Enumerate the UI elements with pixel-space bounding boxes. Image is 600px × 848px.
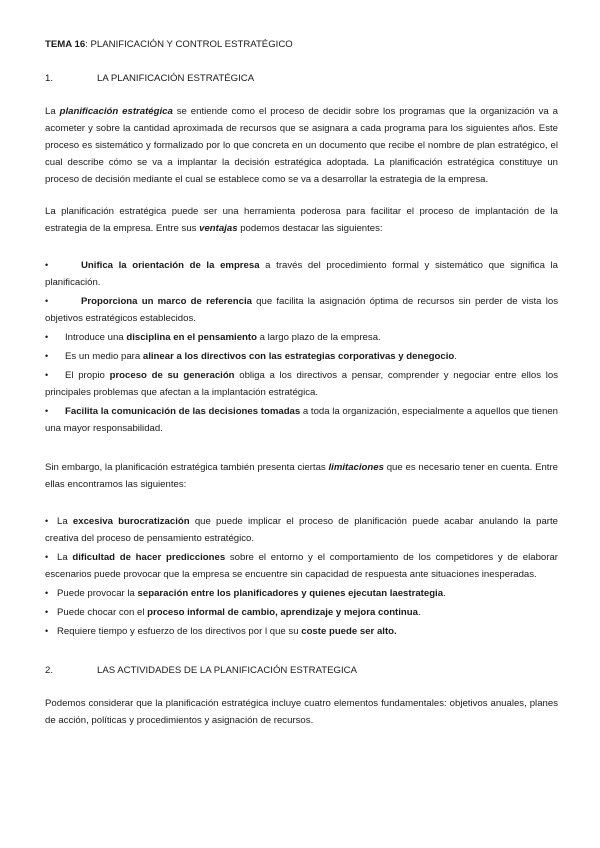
- list-item: • Introduce una disciplina en el pensamiento a largo plazo de la empresa.: [45, 329, 558, 346]
- p3-lead: Sin embargo, la planificación estratégica también presenta ciertas: [45, 462, 329, 473]
- document-title: [45, 36, 558, 53]
- p3-rest: que es necesario tener en cuenta. Entre ellas encontramos las siguientes:: [45, 462, 559, 490]
- bullet-icon: •: [45, 588, 49, 598]
- list-item: • El propio proceso de su generación obliga a los directivos a pensar, comprender y negociar entre ellos los principales problemas que afectan a la implantación estratégica.: [45, 367, 558, 401]
- bullet-icon: •: [45, 516, 49, 526]
- section-1-paragraph-2: [45, 203, 558, 237]
- document-page: [45, 36, 558, 729]
- bullet-icon: •: [45, 607, 49, 617]
- section-2-heading: [45, 662, 558, 679]
- section-2-number: 2.: [45, 665, 54, 676]
- p2-term: ventajas: [199, 223, 238, 234]
- bullet-icon: •: [45, 626, 49, 636]
- bullet-icon: •: [45, 296, 49, 306]
- list-item: • Puede provocar la separación entre los planificadores y quienes ejecutan laestrategia.: [45, 585, 558, 602]
- list-item: • Proporciona un marco de referencia que facilita la asignación óptima de recursos sin perder de vista los objetivos estratégicos establecidos.: [45, 293, 558, 327]
- bullet-icon: •: [45, 332, 49, 342]
- p1-term: planificación estratégica: [59, 106, 173, 117]
- list-item: • Puede chocar con el proceso informal de cambio, aprendizaje y mejora continua.: [45, 604, 558, 621]
- p1-lead: La: [45, 106, 60, 117]
- section-1-number: 1.: [45, 73, 54, 84]
- title-prefix: TEMA 16: [45, 39, 86, 50]
- list-item: • Requiere tiempo y esfuerzo de los directivos por l que su coste puede ser alto.: [45, 623, 558, 640]
- bullet-icon: •: [45, 351, 49, 361]
- list-item: • Unifica la orientación de la empresa a través del procedimiento formal y sistemático que significa la planificación.: [45, 257, 558, 291]
- p2-lead: La planificación estratégica puede ser una herramienta poderosa para facilitar el proceso de implantación de la estrategia de la empresa. Entre sus: [45, 206, 558, 234]
- limitations-list: [45, 513, 558, 640]
- section-1-heading: [45, 70, 558, 87]
- list-item: • Facilita la comunicación de las decisiones tomadas a toda la organización, especialmente a aquellos que tienen una mayor responsabilidad.: [45, 403, 558, 437]
- p1-rest: se entiende como el proceso de decidir sobre los programas que la organización va a acometer y sobre la cantidad aproximada de recursos que se asignara a cada programa para los siguientes años. Este proceso es sistemático y formalizado por lo que concreta en un documento que recibe el nombre de plan estratégico, el cual describe cómo se va a implantar la decisión estratégica adoptada. La planificación estratégica constituye un proceso de decisión mediante el cual se establece como se va a desarrollar la estrategia de la empresa.: [45, 106, 558, 185]
- section-1-paragraph-3: [45, 459, 558, 493]
- p2-rest: podemos destacar las siguientes:: [237, 223, 383, 234]
- bullet-icon: •: [45, 370, 49, 380]
- section-2-title: LAS ACTIVIDADES DE LA PLANIFICACIÓN ESTRATEGICA: [97, 665, 357, 676]
- title-text: : PLANIFICACIÓN Y CONTROL ESTRATÉGICO: [85, 39, 293, 50]
- section-1-title: LA PLANIFICACIÓN ESTRATÉGICA: [97, 73, 255, 84]
- section-1-paragraph-1: [45, 103, 558, 188]
- list-item: • La dificultad de hacer predicciones sobre el entorno y el comportamiento de los competidores y de elaborar escenarios puede provocar que la empresa se encuentre sin capacidad de respuesta ante situaciones inesperadas.: [45, 549, 558, 583]
- bullet-icon: •: [45, 260, 49, 270]
- list-item: • Es un medio para alinear a los directivos con las estrategias corporativas y denegocio.: [45, 348, 558, 365]
- bullet-icon: •: [45, 552, 49, 562]
- section-2-paragraph-1: Podemos considerar que la planificación estratégica incluye cuatro elementos fundamentales: objetivos anuales, planes de acción, políticas y procedimientos y asignación de recursos.: [45, 698, 558, 726]
- list-item: • La excesiva burocratización que puede implicar el proceso de planificación puede acabar anulando la parte creativa del proceso de pensamiento estratégico.: [45, 513, 558, 547]
- advantages-list: [45, 257, 558, 437]
- p3-term: limitaciones: [328, 462, 384, 473]
- bullet-icon: •: [45, 406, 49, 416]
